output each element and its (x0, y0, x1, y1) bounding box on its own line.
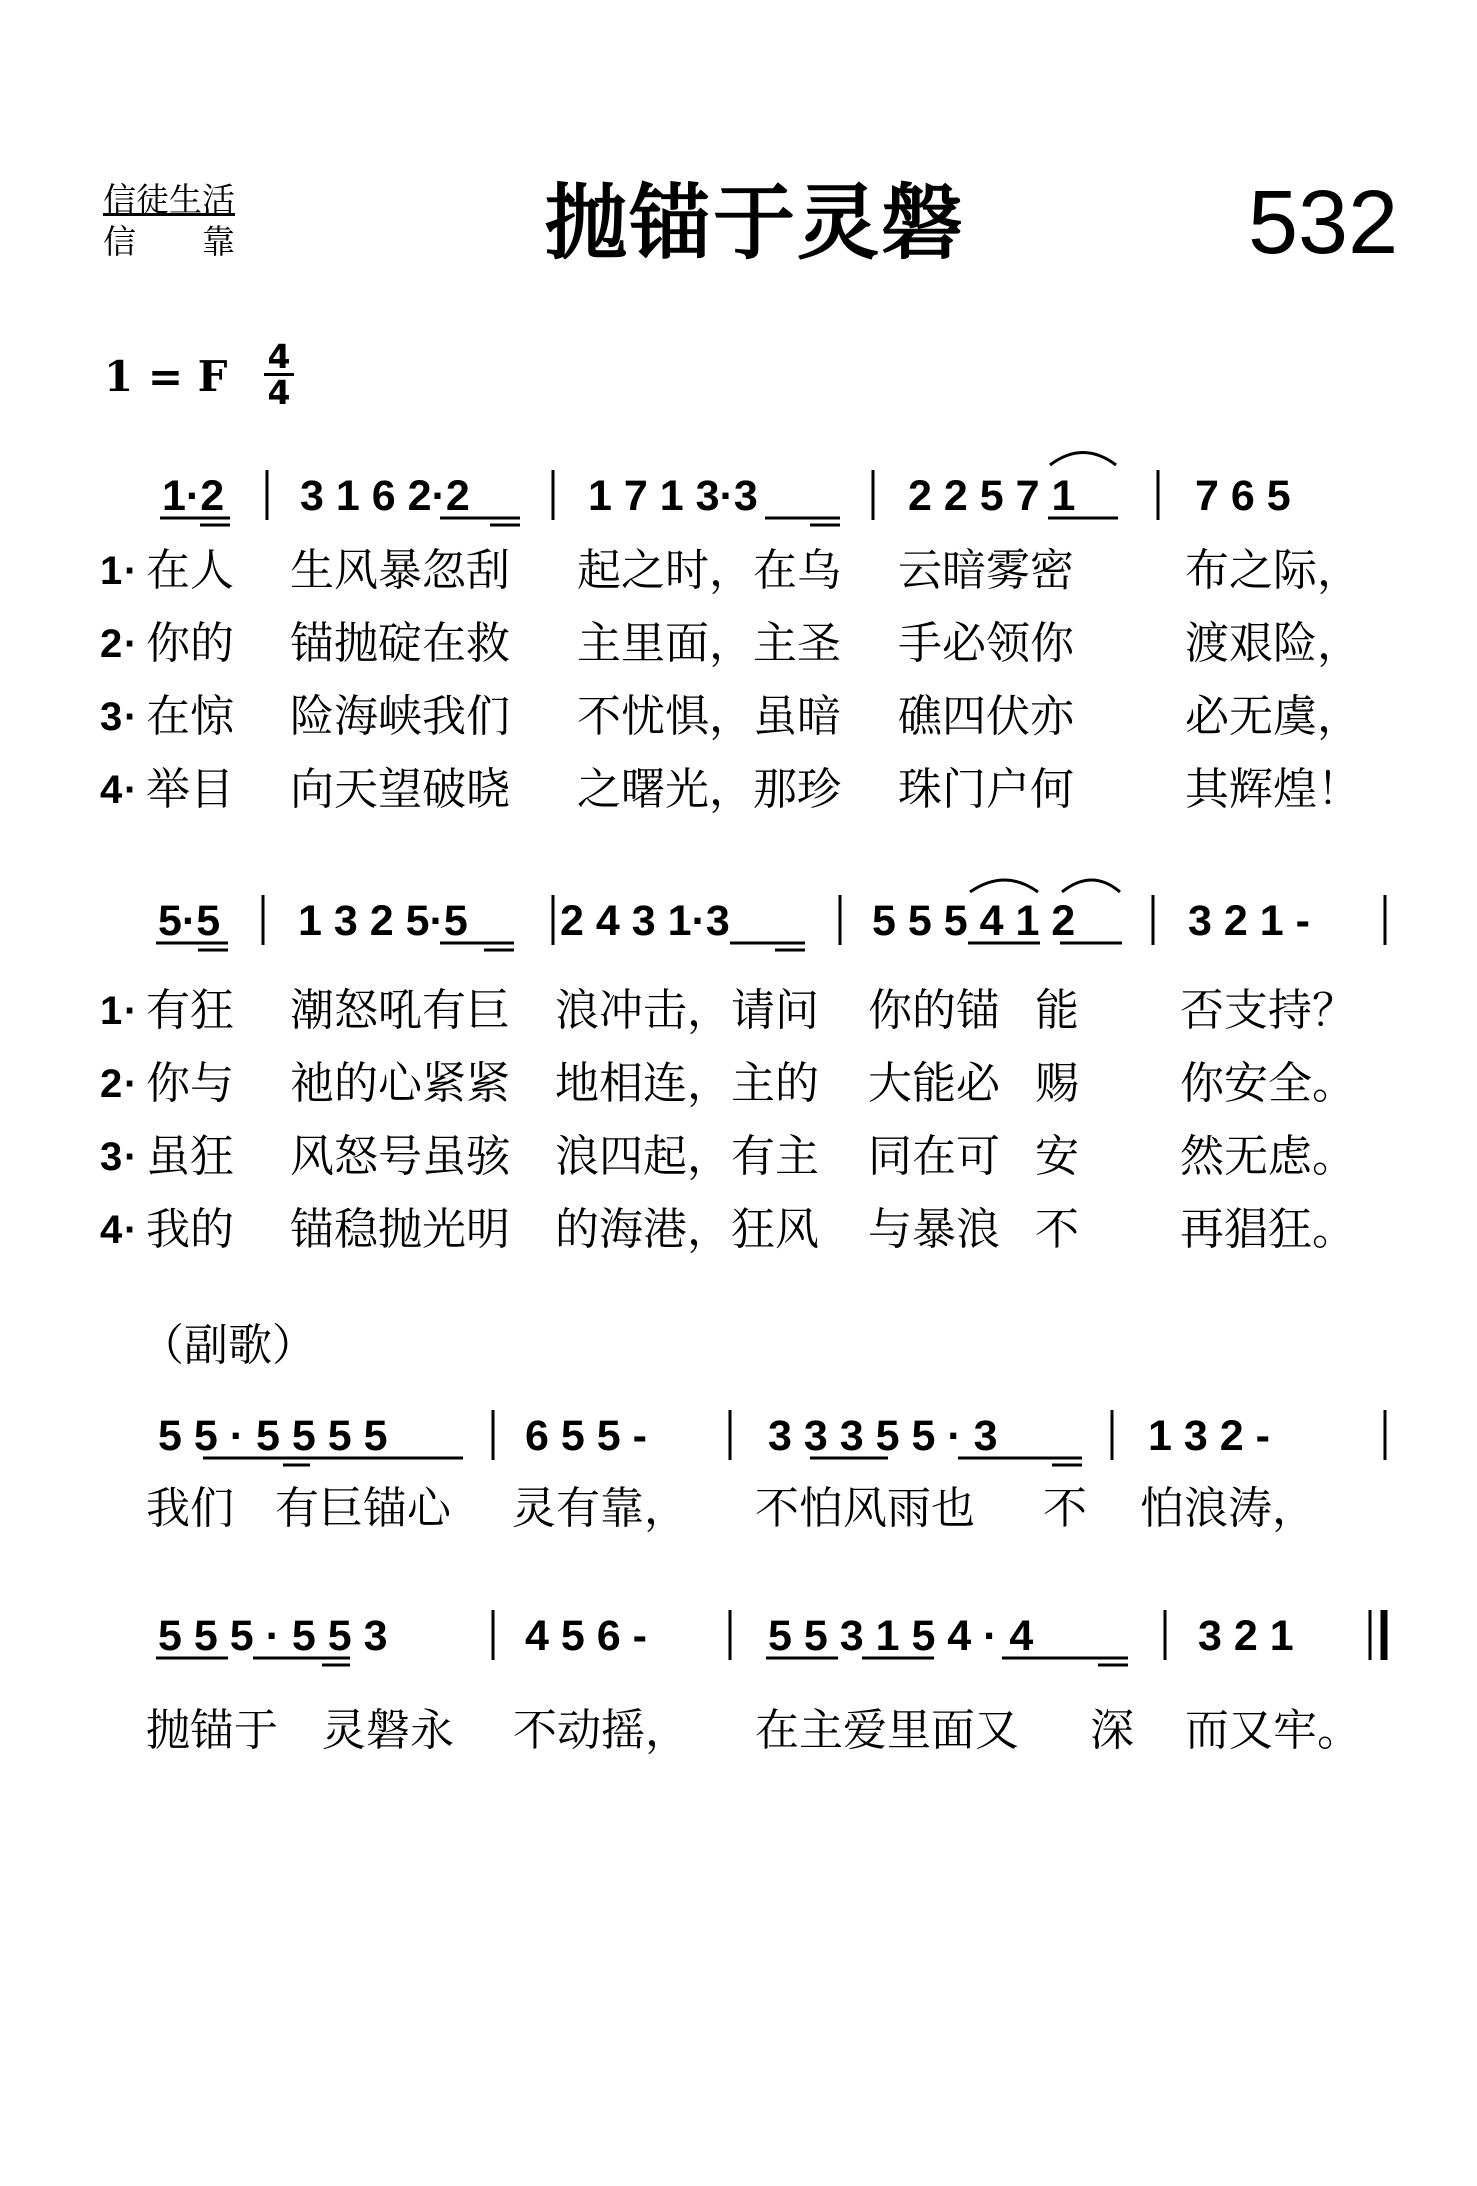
verse-number: 3 (100, 695, 123, 739)
lyric-seg: 同在可 (868, 1131, 1000, 1182)
notes-l1-m0: 1·2 (162, 472, 225, 520)
notes-l2-m3: 5 5 5 4 1 2 (872, 897, 1076, 945)
chorus-label: （副歌） (140, 1320, 316, 1371)
lyric-seg: 向天望破晓 (290, 764, 510, 815)
lyric-seg: 在主爱里面又 (755, 1705, 1019, 1756)
lyric-seg: 起之时，在乌 (577, 545, 841, 596)
lyric-seg: 不怕风雨也 (755, 1483, 975, 1534)
page-title: 抛锚于灵磐 (545, 176, 966, 271)
lyric-seg: 我的 (146, 1204, 234, 1255)
lyric-seg: 有巨锚心 (275, 1483, 451, 1534)
notes-l2-m4: 3 2 1 - (1188, 897, 1310, 945)
lyric-seg: 浪四起，有主 (555, 1131, 819, 1182)
lyric-seg: 不 (1035, 1204, 1079, 1255)
lyric-seg: 珠门户何 (898, 764, 1074, 815)
lyric-seg: 你安全。 (1180, 1058, 1356, 1109)
notes-l3-m1: 6 5 5 - (525, 1412, 647, 1460)
notation-line-4 (156, 1610, 1384, 1665)
lyric-seg: 深 (1090, 1705, 1134, 1756)
notes-l4-m1: 4 5 6 - (525, 1612, 647, 1660)
notation-line-1 (160, 453, 1291, 526)
lyric-seg: 主里面，主圣 (577, 618, 841, 669)
lyric-seg: 虽狂 (146, 1131, 234, 1182)
lyric-seg: 手必领你 (898, 618, 1074, 669)
lyric-seg: 安 (1035, 1131, 1079, 1182)
lyric-seg: 你与 (146, 1058, 234, 1109)
hymn-number: 532 (1248, 173, 1399, 273)
lyric-seg: 灵磐永 (322, 1705, 454, 1756)
lyric-seg: 大能必 (868, 1058, 1000, 1109)
verse-number: 4 (100, 768, 123, 812)
lyric-seg: 不忧惧，虽暗 (577, 691, 841, 742)
verse-number: 1 (100, 549, 123, 593)
lyric-seg: 布之际， (1185, 545, 1361, 596)
lyric-seg: 与暴浪 (868, 1204, 1000, 1255)
lyric-seg: 再猖狂。 (1180, 1204, 1356, 1255)
lyric-seg: 云暗雾密 (898, 545, 1074, 596)
time-signature-bottom: 4 (264, 373, 294, 409)
lyric-seg: 你的锚 (868, 985, 1000, 1036)
lyric-seg: 的海港，狂风 (555, 1204, 819, 1255)
notes-l3-m2: 3 3 3 5 5 · 3 (768, 1412, 998, 1460)
notation-line-3 (158, 1410, 1385, 1465)
lyric-seg: 潮怒吼有巨 (290, 985, 510, 1036)
verse-number: 4 (100, 1208, 123, 1252)
lyric-seg: 赐 (1035, 1058, 1079, 1109)
lyric-seg: 险海峡我们 (290, 691, 510, 742)
notes-l1-m1: 3 1 6 2·2 (300, 472, 470, 520)
lyric-seg: 生风暴忽刮 (290, 545, 510, 596)
lyric-seg: 怕浪涛， (1140, 1483, 1316, 1534)
notes-l4-m2: 5 5 3 1 5 4 · 4 (768, 1612, 1034, 1660)
notes-l2-m2: 2 4 3 1·3 (560, 897, 730, 945)
lyric-seg: 有狂 (146, 985, 234, 1036)
lyric-seg: 灵有靠， (512, 1483, 688, 1534)
lyric-seg: 而又牢。 (1185, 1705, 1361, 1756)
notes-l3-m3: 1 3 2 - (1148, 1412, 1270, 1460)
category-top: 信徒生活 (103, 180, 235, 219)
notes-l4-m3: 3 2 1 (1198, 1612, 1294, 1660)
lyric-seg: 必无虞， (1185, 691, 1361, 742)
lyric-seg: 能 (1035, 985, 1079, 1036)
lyric-seg: 我们 (146, 1483, 234, 1534)
verse-number: 1 (100, 989, 123, 1033)
lyric-seg: 锚稳抛光明 (290, 1204, 510, 1255)
verse-number: 2 (100, 1062, 123, 1106)
lyric-seg: 风怒号虽骇 (290, 1131, 510, 1182)
category-bottom: 信 靠 (103, 222, 235, 261)
lyric-seg: 地相连，主的 (555, 1058, 819, 1109)
lyric-seg: 其辉煌！ (1185, 764, 1361, 815)
lyric-seg: 抛锚于 (146, 1705, 278, 1756)
verse-number: 3 (100, 1135, 123, 1179)
notes-l2-m0: 5·5 (158, 897, 221, 945)
lyric-seg: 锚抛碇在救 (290, 618, 510, 669)
lyric-seg: 渡艰险， (1185, 618, 1361, 669)
lyric-seg: 祂的心紧紧 (290, 1058, 510, 1109)
lyric-seg: 礁四伏亦 (898, 691, 1074, 742)
notes-l1-m3: 2 2 5 7 1 (908, 472, 1076, 520)
lyric-seg: 在惊 (146, 691, 234, 742)
lyric-seg: 浪冲击，请问 (555, 985, 819, 1036)
lyric-seg: 不动摇， (513, 1705, 689, 1756)
key-signature: 1 = F (104, 352, 228, 401)
lyric-seg: 不 (1043, 1483, 1087, 1534)
lyric-seg: 然无虑。 (1180, 1131, 1356, 1182)
notes-l2-m1: 1 3 2 5·5 (298, 897, 468, 945)
lyric-seg: 在人 (146, 545, 234, 596)
notation-line-2 (156, 880, 1385, 950)
notes-l1-m2: 1 7 1 3·3 (588, 472, 758, 520)
verse-number: 2 (100, 622, 123, 666)
lyric-seg: 举目 (146, 764, 234, 815)
lyric-seg: 你的 (146, 618, 234, 669)
time-signature-top: 4 (267, 337, 291, 376)
notes-l3-m0: 5 5 · 5 5 5 5 (158, 1412, 388, 1460)
lyric-seg: 否支持？ (1180, 985, 1356, 1036)
lyric-seg: 之曙光，那珍 (577, 764, 841, 815)
notes-l4-m0: 5 5 5 · 5 5 3 (158, 1612, 388, 1660)
notes-l1-m4: 7 6 5 (1195, 472, 1291, 520)
